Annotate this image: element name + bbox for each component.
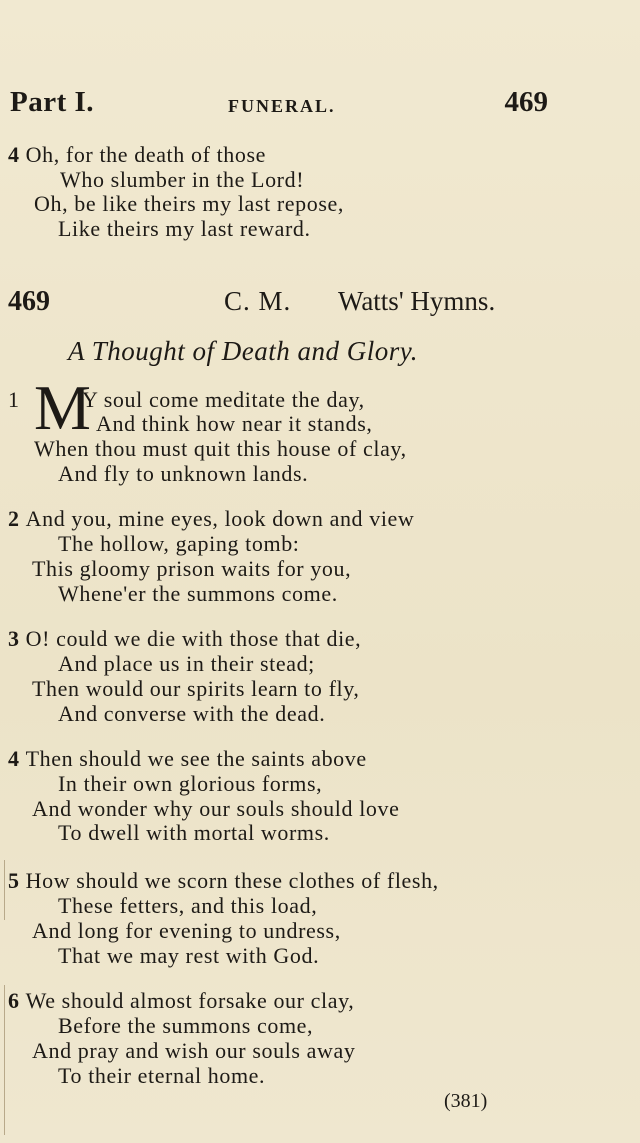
stanza-line: The hollow, gaping tomb: xyxy=(58,531,300,556)
hymn-title: A Thought of Death and Glory. xyxy=(68,336,419,366)
stanza-line: And think how near it stands, xyxy=(96,411,373,436)
stanza-number: 2 xyxy=(8,506,20,531)
stanza-line: 4 Oh, for the death of those xyxy=(8,142,267,167)
stanza-line: 4 Then should we see the saints above xyxy=(8,746,367,771)
stanza-line: And place us in their stead; xyxy=(58,651,315,676)
hymn-meter: C. M. xyxy=(224,286,292,316)
stanza-line: Y soul come meditate the day, xyxy=(82,387,365,412)
stanza-line: That we may rest with God. xyxy=(58,943,320,968)
page-hymn-number: 469 xyxy=(504,86,548,118)
stanza-line: And fly to unknown lands. xyxy=(58,461,309,486)
stanza-line: Before the summons come, xyxy=(58,1013,314,1038)
stanza-line: And long for evening to undress, xyxy=(32,918,341,943)
footer-page-number: (381) xyxy=(444,1090,488,1112)
stanza-line: And converse with the dead. xyxy=(58,701,326,726)
hymn-source: Watts' Hymns. xyxy=(338,286,496,316)
running-header xyxy=(10,86,548,126)
stanza-line: When thou must quit this house of clay, xyxy=(34,436,407,461)
stanza-number: 3 xyxy=(8,626,20,651)
part-label: Part I. xyxy=(10,86,95,118)
stanza-line: These fetters, and this load, xyxy=(58,893,318,918)
stanza-line: 5 How should we scorn these clothes of flesh, xyxy=(8,868,439,893)
stanza-number: 4 xyxy=(8,746,20,771)
stanza-line: This gloomy prison waits for you, xyxy=(32,556,352,581)
stanza-line: 2 And you, mine eyes, look down and view xyxy=(8,506,415,531)
stanza-number: 4 xyxy=(8,142,20,167)
stanza-line: And pray and wish our souls away xyxy=(32,1038,356,1063)
stanza-line: To dwell with mortal worms. xyxy=(58,820,330,845)
stanza-number: 5 xyxy=(8,868,20,893)
stanza-line: Who slumber in the Lord! xyxy=(60,167,305,192)
stanza-line: 6 We should almost forsake our clay, xyxy=(8,988,355,1013)
stanza-line: 3 O! could we die with those that die, xyxy=(8,626,362,651)
margin-rule xyxy=(4,985,5,1135)
stanza-line: Whene'er the summons come. xyxy=(58,581,338,606)
stanza-line: Oh, be like theirs my last repose, xyxy=(34,191,344,216)
section-label: FUNERAL. xyxy=(228,96,336,116)
stanza-line: And wonder why our souls should love xyxy=(32,796,400,821)
stanza-line: In their own glorious forms, xyxy=(58,771,323,796)
stanza-number: 1 xyxy=(8,387,20,412)
margin-rule xyxy=(4,860,5,920)
stanza-line: Like theirs my last reward. xyxy=(58,216,311,241)
drop-cap: M xyxy=(34,372,91,443)
hymn-number: 469 xyxy=(8,286,50,317)
stanza-number: 6 xyxy=(8,988,20,1013)
stanza-line: Then would our spirits learn to fly, xyxy=(32,676,360,701)
stanza-line: To their eternal home. xyxy=(58,1063,266,1088)
